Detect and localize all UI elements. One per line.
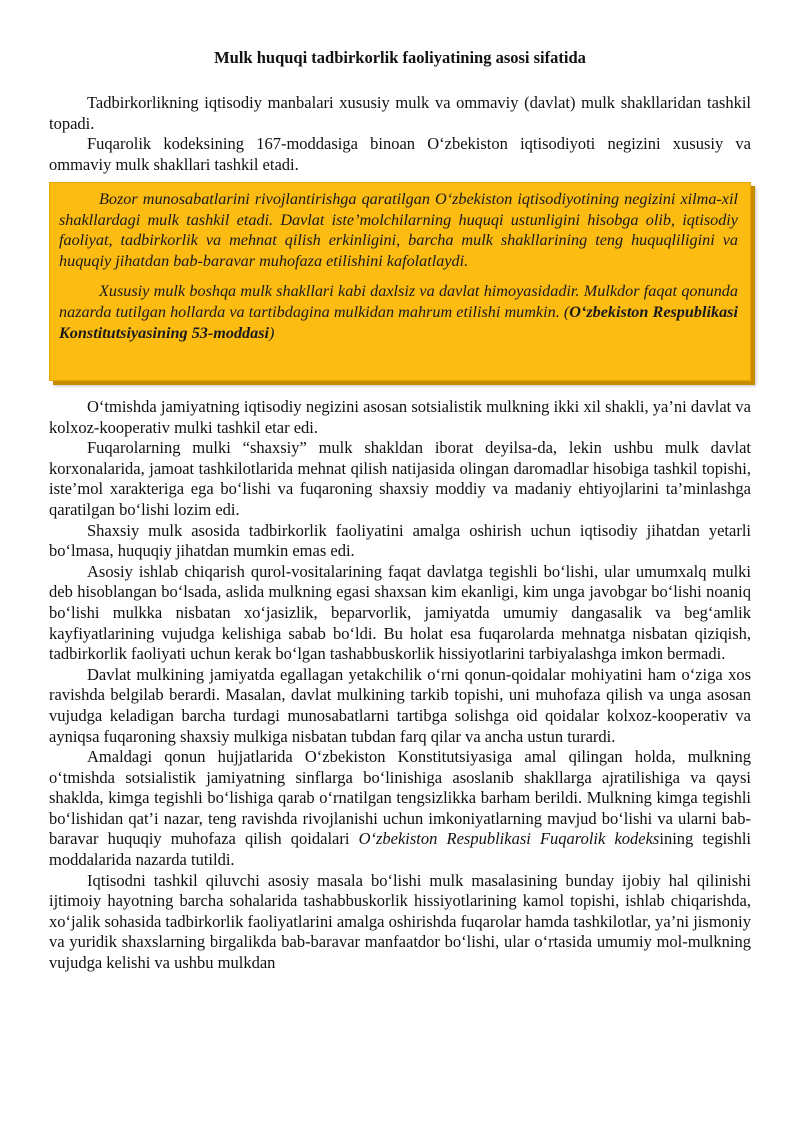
paragraph: Fuqarolarning mulki “shaxsiy” mulk shakldan iborat deyilsa-da, lekin ushbu mulk davlat korxonalarida, jamoat tashkilotlarida mehnat qilish natijasida olingan daromadlar hisobiga tashkil topishi, iste’mol xarakteriga ega bo‘lishi va fuqaroning shaxsiy moddiy va madaniy ehtiyojlarini ta’minlashga qaratilgan bo‘lishi lozim edi. bbox=[49, 438, 751, 519]
paragraph bbox=[49, 747, 751, 871]
document-title: Mulk huquqi tadbirkorlik faoliyatining asosi sifatida bbox=[214, 48, 586, 67]
paragraph: Asosiy ishlab chiqarish qurol-vositalarining faqat davlatga tegishli bo‘lishi, ular umumxalq mulki deb hisoblangan bo‘lsada, aslida mulkning egasi shaxsan kim ekanligi, kim unga javobgar bo‘lishi noaniq bo‘lishi mulkka nisbatan xo‘jasizlik, beparvorlik, jamiyatda umumiy dangasalik va beg‘amlik kayfiyatlarining vujudga kelishiga sabab bo‘ldi. Bu holat esa fuqarolarda mehnatga nisbatan qiziqish, tadbirkorlik faoliyati uchun kerak bo‘lgan tashabbuskorlik hissiyotlarini tarbiyalashga imkon bermadi. bbox=[49, 561, 751, 664]
paragraph: Fuqarolik kodeksining 167-moddasiga binoan O‘zbekiston iqtisodiyoti negizini xususiy va ommaviy mulk shakllari tashkil etadi. bbox=[49, 134, 751, 174]
code-reference: O‘zbekiston Respublikasi Fuqarolik kodeks bbox=[358, 829, 660, 849]
paragraph: Shaxsiy mulk asosida tadbirkorlik faoliyatini amalga oshirish uchun iqtisodiy jihatdan yetarli bo‘lmasa, huquqiy jihatdan mumkin emas edi. bbox=[49, 520, 751, 561]
paragraph: Tadbirkorlikning iqtisodiy manbalari xususiy mulk va ommaviy (davlat) mulk shakllaridan tashkil topadi. bbox=[49, 93, 751, 133]
paragraph: O‘tmishda jamiyatning iqtisodiy negizini asosan sotsialistik mulkning ikki xil shakli, ya’ni davlat va kolxoz-kooperativ mulki tashkil etar edi. bbox=[49, 397, 751, 437]
quote-paragraph: Bozor munosabatlarini rivojlantirishga qaratilgan O‘zbekiston iqtisodiyotining negizini xilma-xil shakllardagi mulk tashkil etadi. Davlat iste’molchilarning huquqi ustunligini hisobga olib, iqtisodiy faoliyat, tadbirkorlik va mehnat qilish erkinligini, barcha mulk shakllarining teng huquqliligini va huquqiy jihatdan bab-baravar muhofaza etilishini kafolatlaydi. bbox=[59, 190, 738, 270]
paragraph: Iqtisodni tashkil qiluvchi asosiy masala bo‘lishi mulk masalasining bunday ijobiy hal qilinishi ijtimoiy hayotning barcha sohalarida tashabbuskorlik hissiyotlarining kamol topishi, ishlab chiqarishda, xo‘jalik sohasida tadbirkorlik faoliyatlarini amalga oshirishda fuqarolar hamda tashkilotlar, ya’ni jismoniy va yuridik shaxslarning birgalikda bab-baravar manfaatdor bo‘lishi, ular o‘rtasida umumiy mol-mulkning vujudga kelishi va ushbu mulkdan bbox=[49, 870, 751, 973]
paragraph: Davlat mulkining jamiyatda egallagan yetakchilik o‘rni qonun-qoidalar mohiyatini ham o‘ziga xos ravishda belgilab berardi. Masalan, davlat mulkining tarkib topishi, uni muhofaza qilish va unga asosan vujudga keladigan barcha turdagi munosabatlarni tartibga solishga oid qoidalar kolxoz-kooperativ va ayniqsa fuqaroning shaxsiy mulkiga nisbatan tubdan farq qilar va ancha ustun turardi. bbox=[49, 664, 751, 746]
paragraph-text: ining tegishli moddalarida nazarda tutildi. bbox=[49, 829, 751, 870]
paragraph-text: Amaldagi qonun hujjatlarida O‘zbekiston Konstitutsiyasiga amal qilingan holda, mulkning o‘tmishda sotsialistik jamiyatning sinflarga bo‘linishiga asoslanib shakllarga ajratilishiga va qaysi shaklda, kimga tegishli bo‘lishiga qarab o‘rnatilgan tengsizlikka barham berildi. Mulkning kimga tegishli bo‘lishidan qat’i nazar, teng ravishda rivojlanishi uchun imkoniyatlarning mavjud bo‘lishi va ularni bab-baravar huquqiy muhofaza qilish qoidalari bbox=[49, 747, 751, 849]
intro-section bbox=[49, 93, 751, 175]
quote-close: ) bbox=[269, 323, 275, 342]
constitution-quote-box bbox=[49, 182, 751, 381]
quote-source: O‘zbekiston Respublikasi Konstitutsiyasining 53-moddasi bbox=[59, 302, 738, 342]
quote-text: Xususiy mulk boshqa mulk shakllari kabi daxlsiz va davlat himoyasidadir. Mulkdor faqat qonunda nazarda tutilgan hollarda va tartibdagina mulkidan mahrum etilishi mumkin. ( bbox=[59, 282, 738, 321]
main-section bbox=[49, 397, 751, 974]
quote-paragraph bbox=[59, 281, 738, 343]
